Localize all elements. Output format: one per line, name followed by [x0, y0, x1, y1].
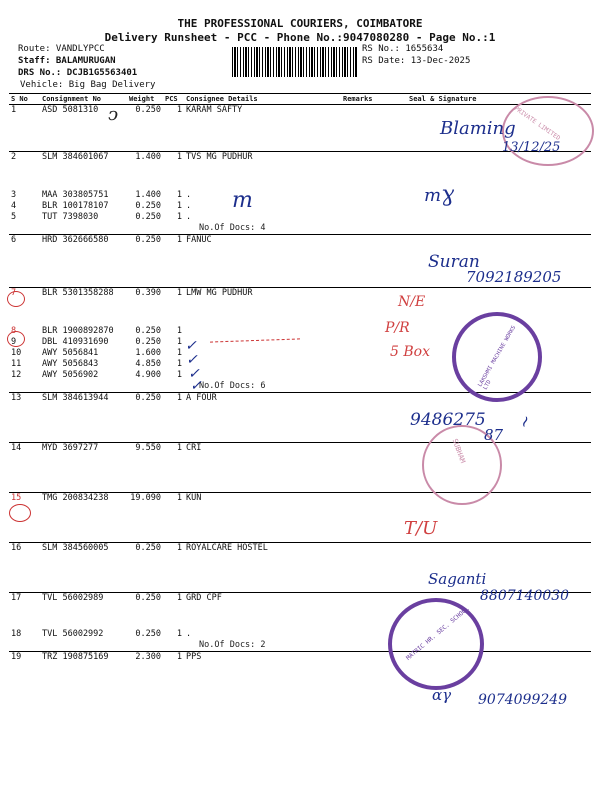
- signature: Saganti: [428, 570, 487, 588]
- phone-number: 8807140030: [480, 588, 570, 604]
- table-row: 4 BLR 100178107 0.250 1 .: [11, 201, 192, 211]
- lmw-seal-icon: LAKSHMI MACHINE WORKS LTD: [452, 312, 542, 402]
- signature: mɣ: [424, 182, 455, 207]
- col-consignee: Consignee Details: [184, 94, 341, 105]
- rs-date: RS Date: 13-Dec-2025: [362, 56, 471, 66]
- col-sno: S No: [9, 94, 40, 105]
- rs-number: RS No.: 1655634: [362, 44, 444, 54]
- table-row: 17 TVL 56002989 0.250 1 GRD CPF: [9, 593, 591, 605]
- vehicle-label: Vehicle: Big Bag Delivery: [20, 80, 156, 90]
- phone-number: 9074099249: [478, 692, 568, 708]
- staff-label: Staff: BALAMURUGAN: [18, 56, 116, 66]
- signature: Blaming: [440, 118, 516, 139]
- phone-number: 9486275: [410, 410, 486, 430]
- signature: ɑγ: [432, 686, 452, 704]
- runsheet-subtitle: Delivery Runsheet - PCC - Phone No.:9047080280 - Page No.:1: [104, 31, 496, 44]
- table-row: 7 BLR 5301358288 0.390 1 LMW MG PUDHUR: [9, 288, 591, 300]
- table-row: 19 TRZ 190875169 2.300 1 PPS: [9, 652, 591, 664]
- signature: Suran: [428, 252, 480, 272]
- docs-count: No.Of Docs: 6: [199, 381, 266, 391]
- signature: ~: [513, 411, 536, 432]
- table-row: 6 HRD 362666580 0.250 1 FANUC: [9, 235, 591, 247]
- docs-count: No.Of Docs: 4: [199, 223, 266, 233]
- tick-mark-icon: ✓: [190, 378, 202, 394]
- col-consignment: Consignment No: [40, 94, 127, 105]
- docs-count: No.Of Docs: 2: [199, 640, 266, 650]
- route-label: Route: VANDLYPCC: [18, 44, 105, 54]
- tick-mark-icon: ✓: [185, 338, 197, 354]
- remark: T/U: [404, 518, 438, 539]
- remark: P/R: [385, 320, 410, 336]
- circle-mark-icon: [7, 331, 25, 347]
- signature: 87: [484, 426, 504, 444]
- remark: N/E: [398, 294, 426, 310]
- table-row: 9 DBL 410931690 0.250 1: [11, 337, 182, 347]
- company-title: THE PROFESSIONAL COURIERS, COIMBATORE: [177, 17, 423, 30]
- table-row: 15 TMG 200834238 19.090 1 KUN: [9, 493, 591, 505]
- col-pcs: PCS: [163, 94, 184, 105]
- table-row: 13 SLM 384613944 0.250 1 A FOUR: [9, 393, 591, 405]
- table-row: 18 TVL 56002992 0.250 1 .: [11, 629, 192, 639]
- remark: 5 Box: [390, 344, 430, 360]
- tick-mark-icon: ✓: [188, 366, 200, 382]
- phone-number: 7092189205: [466, 268, 562, 286]
- col-remarks: Remarks: [341, 94, 379, 105]
- circle-mark-icon: [9, 504, 31, 522]
- table-row: 5 TUT 7398030 0.250 1 .: [11, 212, 192, 222]
- subham-seal-icon: SUBHAM: [422, 425, 502, 505]
- table-row: 8 BLR 1900892870 0.250 1: [11, 326, 182, 336]
- signature-date: 13/12/25: [502, 140, 561, 155]
- signature: m: [232, 188, 253, 213]
- table-row: 16 SLM 384560005 0.250 1 ROYALCARE HOSTEL: [9, 543, 591, 555]
- tick-mark-icon: ✓: [186, 352, 198, 368]
- school-seal-icon: MATRIC HR. SEC. SCHOOL: [388, 598, 484, 690]
- table-row: 2 SLM 384601067 1.400 1 TVS MG PUDHUR: [9, 152, 591, 164]
- table-row: 1 ASD 5081310 0.250 1 KARAM SAFTY: [9, 105, 591, 117]
- barcode-icon: [232, 47, 358, 77]
- table-row: 11 AWY 5056843 4.850 1: [11, 359, 182, 369]
- tick-mark-icon: ↄ: [108, 104, 119, 125]
- table-row: 10 AWY 5056841 1.600 1: [11, 348, 182, 358]
- circle-mark-icon: [7, 291, 25, 307]
- col-signature: Seal & Signature: [379, 94, 591, 105]
- col-weight: Weight: [127, 94, 163, 105]
- table-row: 12 AWY 5056902 4.900 1: [11, 370, 182, 380]
- table-row: 14 MYD 3697277 9.550 1 CRI: [9, 443, 591, 455]
- table-header-row: [9, 94, 591, 105]
- table-row: 3 MAA 303805751 1.400 1 .: [11, 190, 192, 200]
- company-seal-icon: PRIVATE LIMITED: [502, 96, 594, 166]
- drs-number: DRS No.: DCJB1G5563401: [18, 68, 138, 78]
